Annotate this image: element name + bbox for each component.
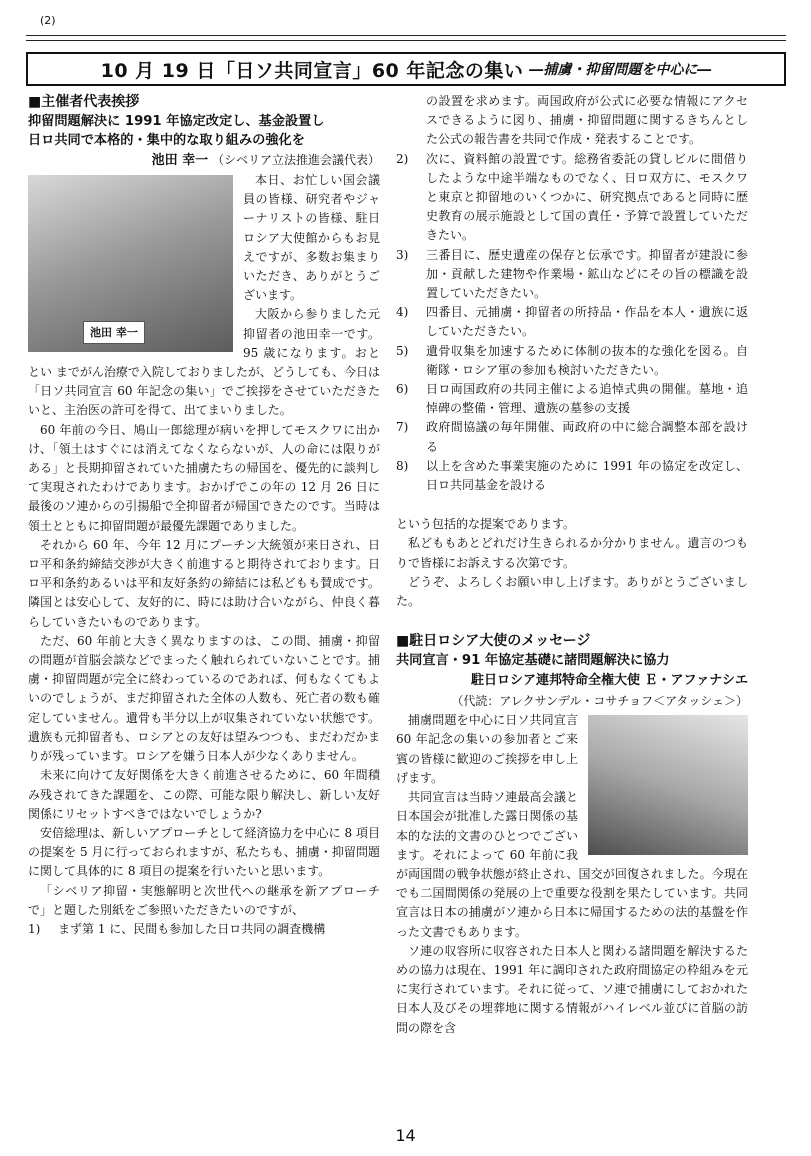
paragraph: 共同宣言は当時ソ連最高会議と日本国会が批准した露日関係の基本的な法的文書のひとつでございます。それによって 60 年前に我が両国間の戦争状態が終止され、国交が回復されました。今現在でも二国間関係の発展の上で重要な役割を果たしています。共同宣言は日本の捕虜がソ連から日本に帰国するための法的基盤を作った文書でもあります。 <box>396 790 748 939</box>
list-item <box>396 380 748 418</box>
list-text: 次に、資料館の設置です。総務省委託の貸しビルに間借りしたような中途半端なものでなく、日ロ双方に、モスクワと東京と抑留地のいくつかに、研究拠点であると同時に歴史教育の展示施設として国の責任・予算で設置していただきたい。 <box>426 151 748 243</box>
list-text: 四番目、元捕虜・抑留者の所持品・作品を本人・遺族に返していただきたい。 <box>426 305 748 339</box>
list-item <box>396 246 748 304</box>
list-text: まず第 1 に、民間も参加した日ロ共同の調査機構 <box>58 921 326 936</box>
paragraph: 私どももあとどれだけ生きられるか分かりません。遺言のつもりで皆様にお訴えする次第です。 <box>396 536 748 570</box>
paragraph: 「シベリア抑留・実態解明と次世代への継承を新アプローチで」と題した別紙をご参照いただきたいのですが、 <box>28 883 380 917</box>
list-text: 政府間協議の毎年開催、両政府の中に総合調整本部を設ける <box>426 420 748 454</box>
ambassador-name: 駐日ロシア連邦特命全権大使 Ｅ・アファナシエ <box>470 673 748 689</box>
list-text: 以上を含めた事業実施のために 1991 年の協定を改定し、日ロ共同基金を設ける <box>426 458 748 493</box>
page-label: (2) <box>40 14 56 27</box>
paragraph: 捕虜問題を中心に日ソ共同宣言 60 年記念の集いの参加者とご来賓の皆様に歓迎のご挨拶を申し上げます。 <box>396 713 578 785</box>
right-column <box>396 92 748 1038</box>
speaker-credit <box>28 150 380 171</box>
speaker-name: 池田 幸一 <box>151 153 209 168</box>
list-number: 5) <box>396 343 409 358</box>
spacer <box>396 611 748 631</box>
list-item <box>28 920 380 939</box>
paragraph: それから 60 年、今年 12 月にプーチン大統領が来日され、日ロ平和条約締結交渉が大きく前進すると期待されております。日ロ平和条約あるいは平和友好条約の締結には私どもも賛成です。隣国とは安心して、友好的に、時には助け合いながら、仲良く暮らしていきたいものであります。 <box>28 537 380 629</box>
list-number: 4) <box>396 305 409 320</box>
article-subtitle: ―捕虜・抑留問題を中心に― <box>529 62 712 78</box>
list-number: 1) <box>28 921 41 936</box>
left-column <box>28 92 380 939</box>
list-item <box>396 418 748 456</box>
paragraph: ソ連の収容所に収容された日本人と関わる諸問題を解決するための協力は現在、1991 年に調印された政府間協定の枠組みを元に実行されています。それに従って、ソ連で捕虜にしておかれた日本人及びその埋葬地に関する情報がハイレベル並びに首脳の訪問の際を含 <box>396 943 748 1035</box>
list-text: 遺骨収集を加速するために体制の抜本的な強化を図る。自衛隊・ロシア軍の参加も検討いただきたい。 <box>426 343 748 377</box>
list-text: 三番目に、歴史遺産の保存と伝承です。抑留者が建設に参加・貢献した建物や作業場・鉱山などにその旨の標識を設置していただきたい。 <box>426 247 748 301</box>
ambassador-credit <box>396 670 748 691</box>
list-number: 2) <box>396 151 409 166</box>
paragraph: どうぞ、よろしくお願い申し上げます。ありがとうございました。 <box>396 574 748 609</box>
list-item <box>396 303 748 341</box>
article-title-box <box>26 52 786 86</box>
paragraph: 未来に向けて友好関係を大きく前進させるために、60 年間積み残されてきた課題を、この際、可能な限り解決し、新しい友好関係にリセットすべきではないでしょうか? <box>28 768 380 821</box>
proposal-list-start <box>28 920 380 939</box>
header-rule <box>26 35 786 36</box>
proxy-reader-note: （代読：アレクサンデル・コサチョフ＜アタッシェ＞） <box>451 694 748 709</box>
greeting-subheading-line-1: 抑留問題解決に 1991 年協定改定し、基金設置し <box>28 114 325 129</box>
article-title: 10 月 19 日「日ソ共同宣言」60 年記念の集い <box>100 59 524 82</box>
list-number: 8) <box>396 458 409 473</box>
list-number: 6) <box>396 382 409 397</box>
section-heading-ambassador-message: ■駐日ロシア大使のメッセージ <box>396 633 591 650</box>
nameplate-caption: 池田 幸一 <box>83 321 145 344</box>
paragraph: という包括的な提案であります。 <box>396 517 576 532</box>
list-text: 日ロ両国政府の共同主催による追悼式典の開催。墓地・追悼碑の整備・管理、遺族の墓参の支援 <box>426 382 748 416</box>
header-rule-double <box>26 40 786 41</box>
section-heading-host-greeting: ■主催者代表挨拶 <box>28 94 140 110</box>
list-item <box>396 150 748 246</box>
proposal-list <box>396 150 748 496</box>
page-number: 14 <box>395 1126 416 1145</box>
list-item <box>396 342 748 380</box>
message-subheading: 共同宣言・91 年協定基礎に諸問題解決に協力 <box>396 653 670 669</box>
paragraph: 安倍総理は、新しいアプローチとして経済協力を中心に 8 項目の提案を 5 月に行っておられますが、私たちも、捕虜・抑留問題に関して具体的に 8 項目の提案を行いたいと思います。 <box>28 825 380 879</box>
attache-photo <box>588 715 748 855</box>
list-number: 3) <box>396 247 409 262</box>
paragraph: 大阪から参りました元抑留者の池田幸一です。95 歳になります。おととい までがん治療で入院しておりましたが、どうしても、今日は「日ソ共同宣言 60 年記念の集い」でご挨拶をさせていただきたいと、主治医の許可を得て、出てまいりました。 <box>28 307 380 418</box>
speaker-photo <box>28 175 233 352</box>
list-item <box>396 457 748 495</box>
speaker-role: （シベリア立法推進会議代表） <box>211 153 380 167</box>
paragraph: 本日、お忙しい国会議員の皆様、研究者やジャーナリストの皆様、駐日ロシア大使館からもお見えですが、多数お集まりいただき、ありがとうございます。 <box>243 173 380 303</box>
greeting-subheading-line-2: 日ロ共同で本格的・集中的な取り組みの強化を <box>28 133 305 148</box>
paragraph: 60 年前の今日、鳩山一郎総理が病いを押してモスクワに出かけ、「領土はすぐには消えてなくならないが、人の命には限りがある」と長期抑留されていた捕虜たちの帰国を、優先的に談判して実現されたわけであります。おかげでこの年の 12 月 26 日に最後のソ連からの引揚船で全抑留者が帰国できたのです。当時は領土とともに抑留問題が最優先課題でありました。 <box>28 422 380 533</box>
list-item-continuation: の設置を求めます。両国政府が公式に必要な情報にアクセスできるように図り、捕虜・抑留問題に関するきちんとした公式の報告書を共同で作成・発表することです。 <box>426 94 748 147</box>
list-number: 7) <box>396 420 409 435</box>
paragraph: ただ、60 年前と大きく異なりますのは、この間、捕虜・抑留の問題が首脳会談などでまったく触れられていないことです。捕虜・抑留問題が完全に終わっているのであれば、何もなくてもよいのでしょうが、まだ抑留された全体の人数も、死亡者の数も確定していません。遺骨も半分以上が収集されていない状態です。遺族も元抑留者も、ロシアとの友好は望みつつも、まだわだかまりが残っています。ロシアを嫌う日本人が少なくありません。 <box>28 633 380 764</box>
spacer <box>396 495 748 515</box>
